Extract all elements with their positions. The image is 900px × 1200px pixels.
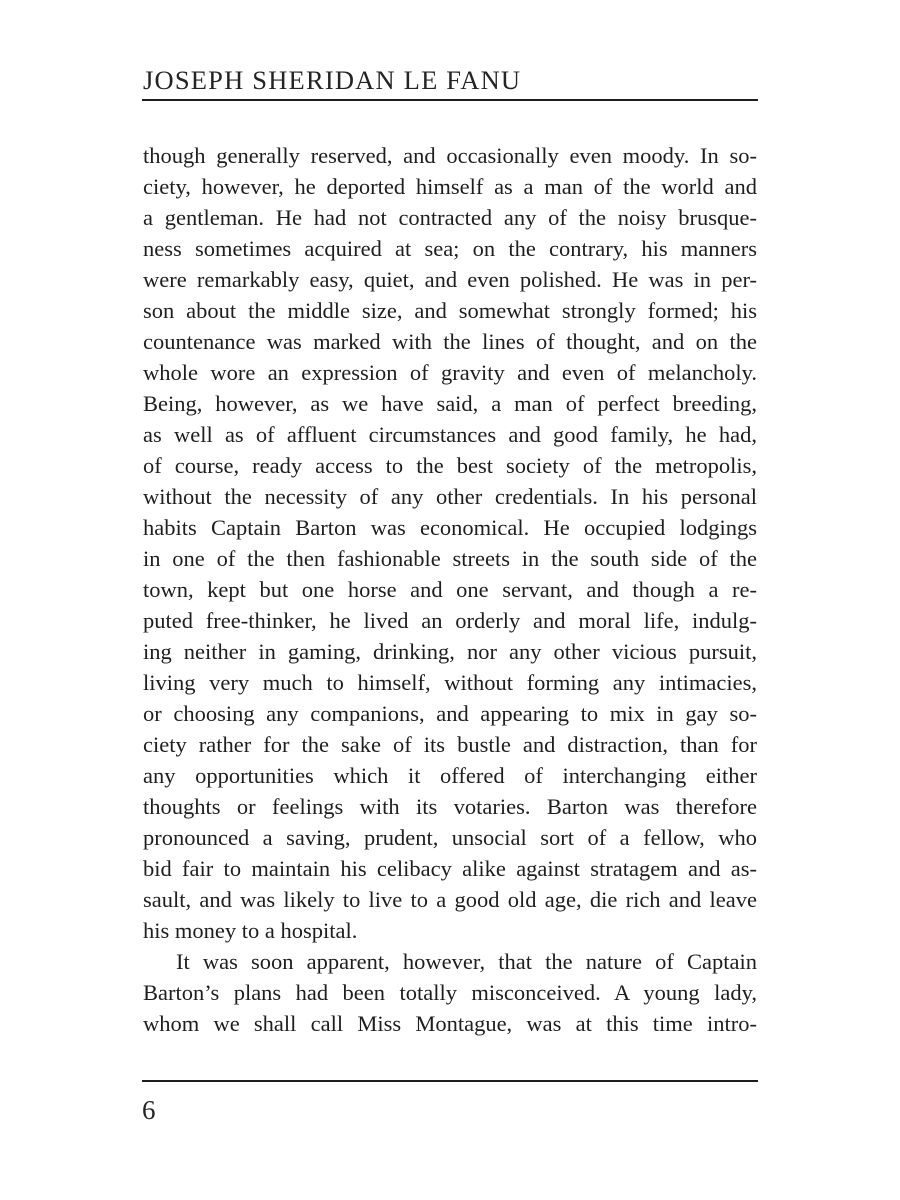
footer-rule (142, 1080, 758, 1082)
text-line: ness sometimes acquired at sea; on the contrary, his manners (143, 236, 757, 261)
text-line: ciety rather for the sake of its bustle and distraction, than for (143, 732, 757, 757)
text-line: his money to a hospital. (143, 918, 358, 943)
text-line: whole wore an expression of gravity and even of melancholy. (143, 360, 757, 385)
text-line: without the necessity of any other credentials. In his personal (143, 484, 757, 509)
text-line: of course, ready access to the best society of the metropolis, (143, 453, 757, 478)
text-line: living very much to himself, without forming any intimacies, (143, 670, 757, 695)
text-line: sault, and was likely to live to a good old age, die rich and leave (143, 887, 757, 912)
body-text (143, 140, 757, 1039)
text-line: a gentleman. He had not contracted any of the noisy brusque- (143, 205, 757, 230)
text-line: any opportunities which it offered of interchanging either (143, 763, 757, 788)
text-line: Being, however, as we have said, a man of perfect breeding, (143, 391, 757, 416)
text-line: puted free-thinker, he lived an orderly and moral life, indulg- (143, 608, 757, 633)
text-line: or choosing any companions, and appearing to mix in gay so- (143, 701, 757, 726)
text-line: son about the middle size, and somewhat strongly formed; his (143, 298, 757, 323)
text-line: bid fair to maintain his celibacy alike against stratagem and as- (143, 856, 757, 881)
text-line: whom we shall call Miss Montague, was at this time intro- (143, 1011, 757, 1036)
text-line: in one of the then fashionable streets in the south side of the (143, 546, 757, 571)
text-line: ing neither in gaming, drinking, nor any other vicious pursuit, (143, 639, 757, 664)
text-line: though generally reserved, and occasionally even moody. In so- (143, 143, 757, 168)
running-header: JOSEPH SHERIDAN LE FANU (143, 65, 522, 95)
text-line: countenance was marked with the lines of thought, and on the (143, 329, 757, 354)
paragraph-1 (143, 140, 757, 946)
paragraph-2 (143, 946, 757, 1039)
text-line: ciety, however, he deported himself as a man of the world and (143, 174, 757, 199)
text-line: Barton’s plans had been totally misconceived. A young lady, (143, 980, 757, 1005)
text-line: were remarkably easy, quiet, and even polished. He was in per- (143, 267, 757, 292)
text-line: town, kept but one horse and one servant, and though a re- (143, 577, 757, 602)
text-line: as well as of affluent circumstances and good family, he had, (143, 422, 757, 447)
text-line: It was soon apparent, however, that the nature of Captain (176, 949, 757, 974)
text-line: habits Captain Barton was economical. He occupied lodgings (143, 515, 757, 540)
page-number: 6 (142, 1095, 156, 1125)
text-line: pronounced a saving, prudent, unsocial sort of a fellow, who (143, 825, 757, 850)
text-line: thoughts or feelings with its votaries. Barton was therefore (143, 794, 757, 819)
header-rule (142, 99, 758, 101)
